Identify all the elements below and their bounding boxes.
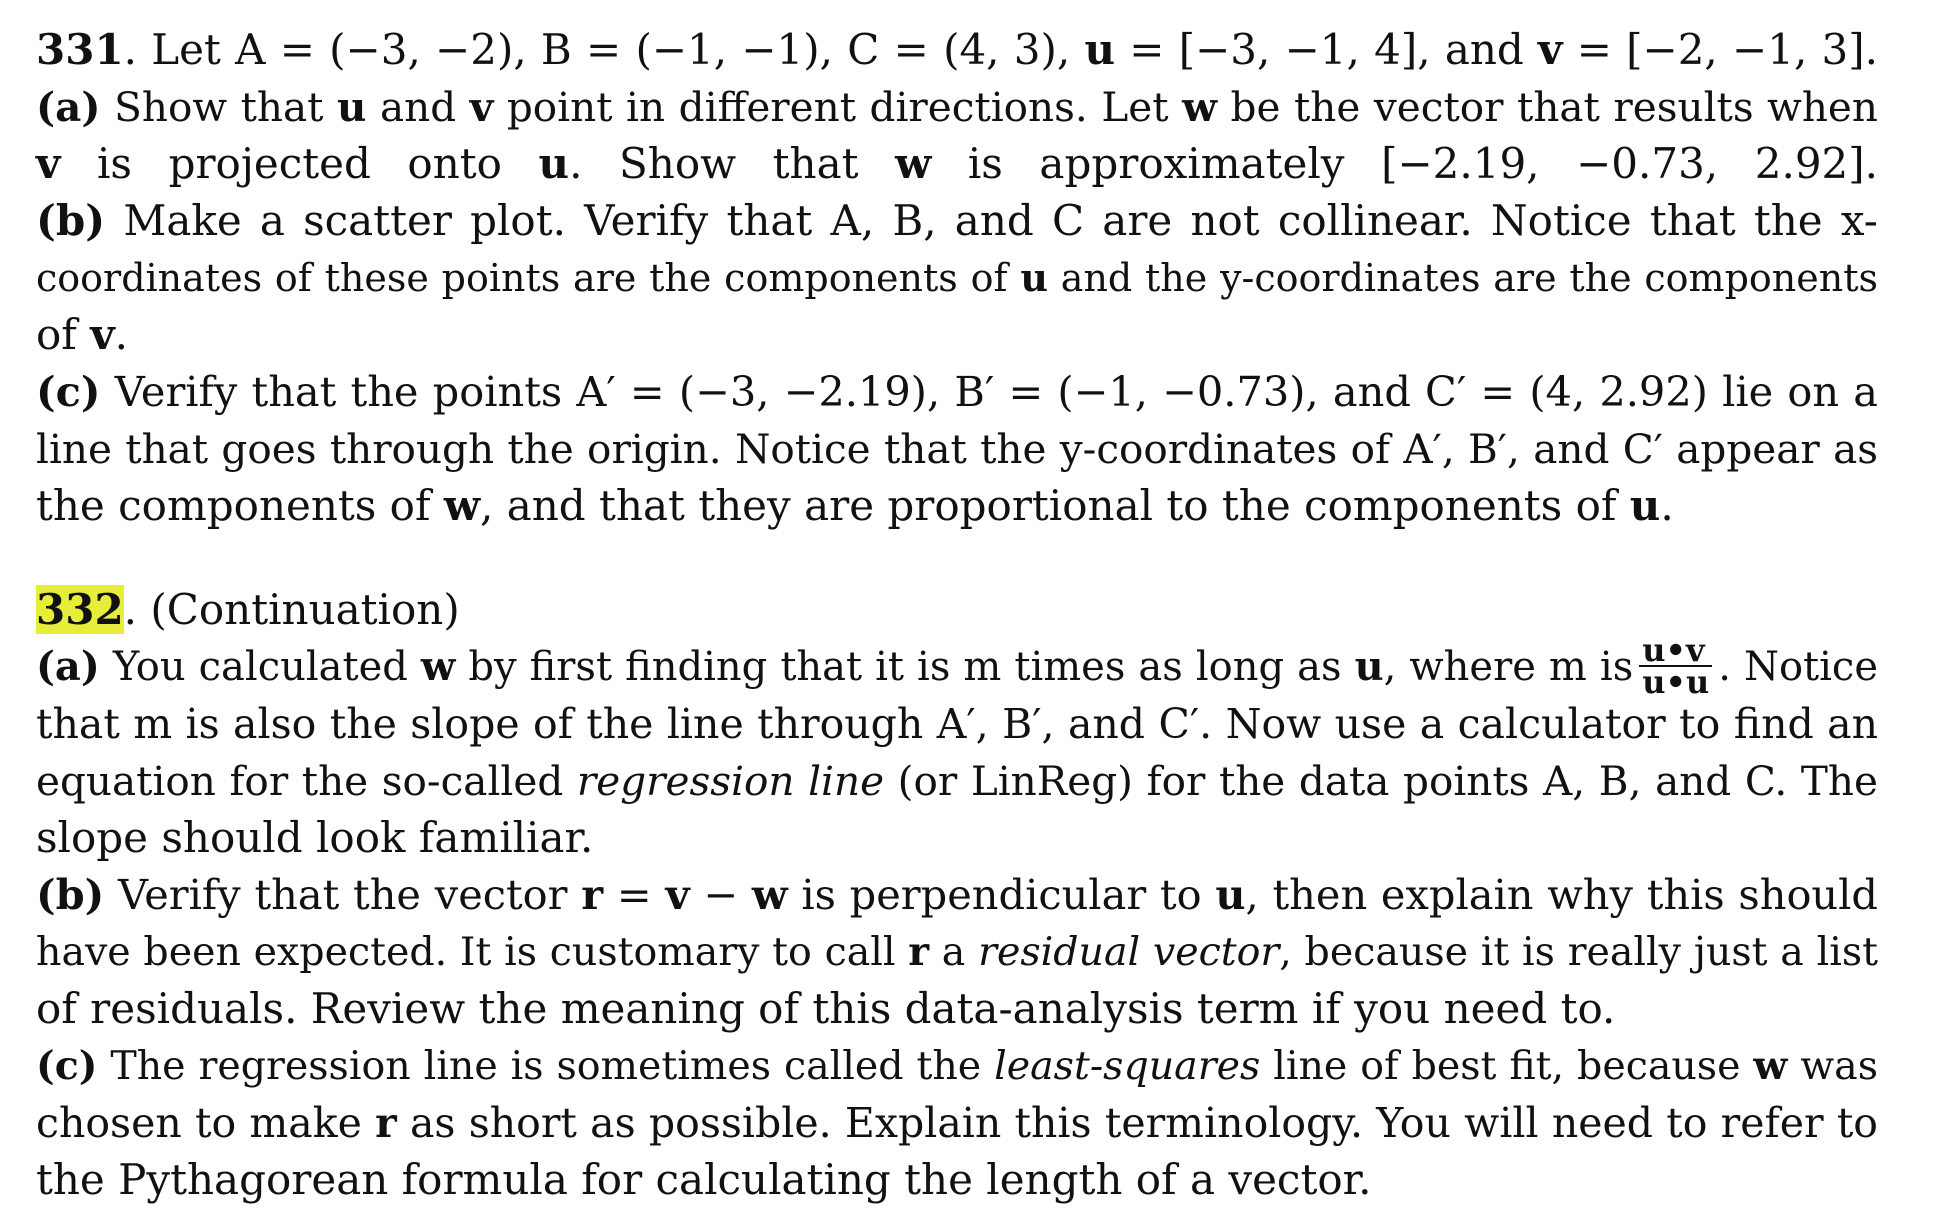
text: (or LinReg) for the data points A, B, and C. The	[884, 757, 1878, 805]
text: =	[603, 870, 666, 919]
text: coordinates of these points are the components of	[36, 256, 1021, 300]
text: line of best fit, because	[1260, 1043, 1754, 1089]
text: chosen to make	[36, 1099, 376, 1147]
problem-331-line-7	[36, 364, 1878, 420]
fraction	[1639, 631, 1712, 701]
text: and the y-coordinates are the components	[1047, 256, 1879, 300]
vector-symbol: u	[1084, 25, 1116, 74]
text: , then explain why this should	[1245, 870, 1878, 919]
text: the Pythagorean formula for calculating the length of a vector.	[36, 1155, 1372, 1204]
vector-symbol: r	[581, 870, 604, 919]
problem-332-line-1	[36, 582, 1878, 638]
part-label: (b)	[36, 870, 105, 919]
vector-symbol: u	[1354, 643, 1384, 690]
text: .	[114, 310, 128, 359]
text: Make a scatter plot. Verify that A, B, and C are not collinear. Notice that the x-	[105, 196, 1878, 245]
problem-331-line-6	[36, 307, 1878, 363]
part-label: (b)	[36, 196, 106, 245]
problem-332-line-5	[36, 810, 1878, 866]
text: . Let A = (−3, −2), B = (−1, −1), C = (4, 3),	[123, 25, 1085, 74]
part-label: (a)	[36, 83, 101, 131]
text: point in different directions. Let	[493, 83, 1183, 131]
vector-symbol: v	[665, 870, 690, 919]
problem-number: 331	[36, 25, 124, 74]
emphasized-term: regression line	[576, 757, 885, 805]
problem-332-line-2	[36, 631, 1879, 701]
text: equation for the so-called	[36, 757, 577, 805]
text: = [−3, −1, 4], and	[1115, 25, 1539, 74]
problem-332-line-10	[36, 1095, 1878, 1151]
text: , where m is	[1383, 644, 1634, 690]
text: Show that	[100, 83, 337, 131]
fraction-numerator: u•v	[1639, 635, 1712, 667]
vector-symbol: u	[1215, 870, 1246, 919]
text: is approximately [−2.19, −0.73, 2.92].	[931, 139, 1879, 188]
text: . (Continuation)	[123, 585, 460, 634]
text: . Show that	[569, 139, 896, 188]
text: . Notice	[1718, 644, 1879, 690]
text: = [−2, −1, 3].	[1562, 25, 1878, 74]
vector-symbol: w	[420, 643, 456, 690]
text: of	[36, 310, 91, 359]
text: a	[929, 929, 979, 975]
vector-symbol: w	[1182, 83, 1217, 131]
vector-symbol: u	[538, 139, 570, 188]
problem-331-line-2	[36, 79, 1878, 135]
text: the components of	[36, 481, 444, 530]
text: line that goes through the origin. Notice that the y-coordinates of A′, B′, and C′ appear as	[36, 425, 1878, 473]
fraction-denominator: u•u	[1642, 663, 1710, 701]
vector-symbol: v	[90, 310, 115, 359]
problem-331-line-8	[36, 421, 1878, 477]
problem-331-line-3	[36, 136, 1878, 192]
vector-symbol: w	[1753, 1043, 1788, 1089]
text: slope should look familiar.	[36, 813, 594, 862]
vector-symbol: u	[1020, 255, 1048, 300]
vector-symbol: v	[36, 139, 61, 188]
vector-symbol: w	[751, 870, 788, 919]
vector-symbol: v	[469, 83, 494, 131]
vector-symbol: w	[895, 139, 932, 188]
text: You calculated	[99, 644, 421, 690]
problem-331-line-5	[36, 250, 1878, 306]
text: Verify that the vector	[104, 870, 582, 919]
text: −	[689, 870, 752, 919]
text: and	[366, 83, 470, 131]
problem-332-line-8	[36, 981, 1878, 1037]
problem-number-highlight: 332	[36, 585, 124, 634]
vector-symbol: v	[1538, 25, 1563, 74]
text: that m is also the slope of the line through A′, B′, and C′. Now use a calculator to find an	[36, 700, 1878, 748]
text: .	[1660, 481, 1674, 530]
vector-symbol: r	[908, 929, 930, 975]
text: The regression line is sometimes called the	[97, 1043, 995, 1089]
problem-332-line-3	[36, 696, 1878, 752]
problem-332-line-7	[36, 924, 1878, 980]
text: by first finding that it is m times as long as	[455, 644, 1355, 690]
vector-symbol: u	[1629, 481, 1661, 530]
vector-symbol: r	[375, 1099, 397, 1147]
part-label: (c)	[36, 1043, 98, 1089]
problem-332-line-11	[36, 1152, 1878, 1208]
text: of residuals. Review the meaning of this data-analysis term if you need to.	[36, 984, 1616, 1033]
text: as short as possible. Explain this terminology. You will need to refer to	[396, 1099, 1878, 1147]
emphasized-term: least-squares	[994, 1043, 1261, 1089]
problem-332-line-4	[36, 753, 1878, 809]
text: was	[1787, 1043, 1878, 1089]
text: be the vector that results when	[1216, 83, 1878, 131]
text: , and that they are proportional to the components of	[480, 481, 1630, 530]
problem-331-line-9	[36, 478, 1878, 534]
part-label: (a)	[36, 643, 100, 690]
text: is projected onto	[60, 139, 539, 188]
text: have been expected. It is customary to call	[36, 929, 909, 975]
problem-332-line-6	[36, 867, 1878, 923]
part-label: (c)	[36, 367, 101, 416]
text: , because it is really just a list	[1279, 929, 1878, 975]
text: Verify that the points A′ = (−3, −2.19), B′ = (−1, −0.73), and C′ = (4, 2.92) lie on a	[100, 367, 1878, 416]
text: is perpendicular to	[787, 870, 1216, 919]
vector-symbol: u	[336, 83, 367, 131]
problem-331-line-4	[36, 193, 1878, 249]
emphasized-term: residual vector	[978, 929, 1280, 975]
problem-331-line-1	[36, 22, 1878, 78]
problem-332-line-9	[36, 1038, 1878, 1094]
vector-symbol: w	[443, 481, 481, 530]
